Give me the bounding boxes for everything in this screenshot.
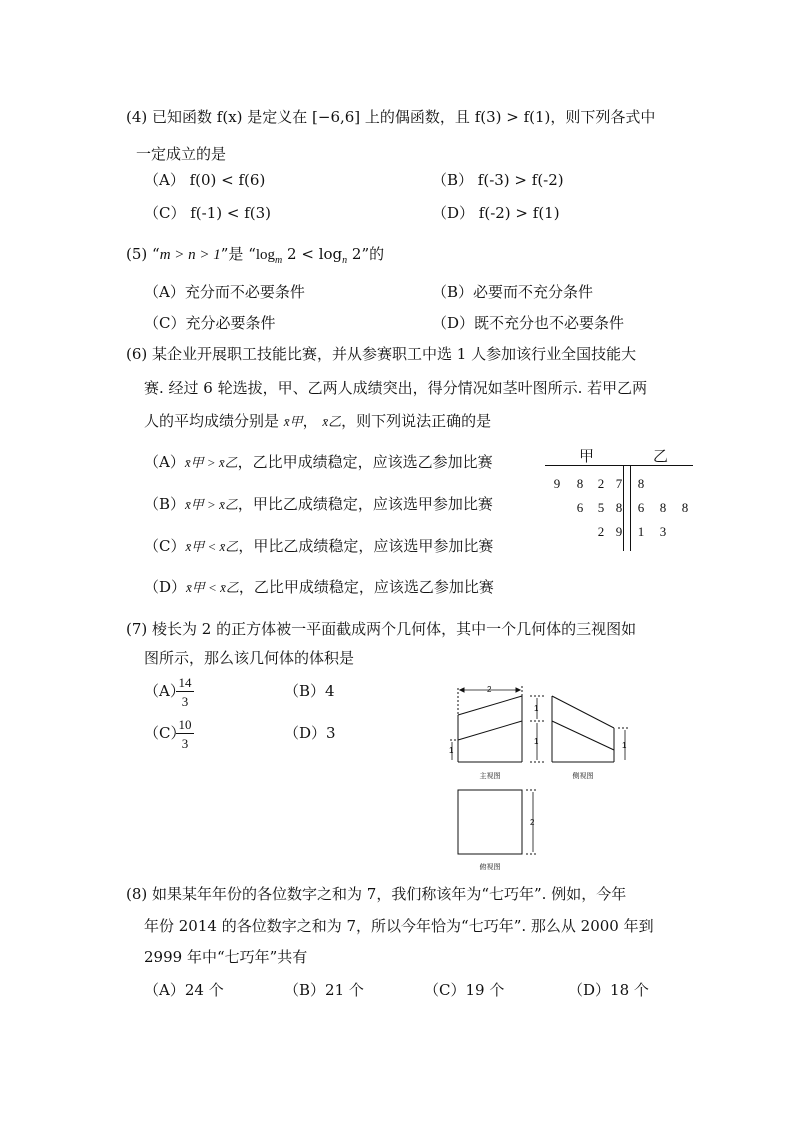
leaf-right-r2-c1: 6 [637,500,645,515]
q6-xbar-yi: x̄乙 [322,414,342,429]
three-views-figure [440,680,640,880]
q5-stem-h: 2”的 [347,245,385,263]
q7-line2: 图所示，那么该几何体的体积是 [144,649,355,667]
stem-leaf-head-jia: 甲 [579,447,595,465]
front-dim-right-lower: 1 [534,737,539,746]
side-view-caption: 侧视图 [572,772,594,780]
q5-option-d: （D）既不充分也不必要条件 [432,314,625,332]
q4-option-b: （B） f(-3) > f(-2) [432,171,564,189]
q7-option-a-label: （A） [144,682,185,700]
front-dim-right-upper: 1 [534,704,539,713]
stem-r2: 8 [615,500,623,515]
top-view [458,790,538,854]
q7-option-a-fraction [176,676,194,708]
q5-stem-e: m [275,255,283,266]
q6-line3-a: 人的平均成绩分别是 [144,412,280,430]
q5-stem-g: n [342,255,348,266]
q6-option-a-relation: x̄甲 > x̄乙 [184,455,238,470]
q6-option-c [144,539,493,554]
q5-stem-f: 2 < log [282,245,343,263]
q6-line2: 赛. 经过 6 轮选拔，甲、乙两人成绩突出，得分情况如茎叶图所示. 若甲乙两 [144,379,648,397]
leaf-right-r2-c3: 8 [681,500,689,515]
q6-option-c-text: ，甲比乙成绩稳定，应该选甲参加比赛 [238,537,494,555]
q8-line3: 2999 年中“七巧年”共有 [144,948,308,966]
q8-line1: (8) 如果某年年份的各位数字之和为 7，我们称该年为“七巧年”. 例如，今年 [126,885,627,903]
q6-option-b-label: （B） [144,495,186,513]
q7-option-d: （D）3 [284,724,336,742]
stem-leaf-divider-right [630,465,631,551]
q4-stem-line1: (4) 已知函数 f(x) 是定义在 [−6,6] 上的偶函数，且 f(3) > f(1)，则下列各式中 [126,108,656,126]
q5-stem-d: log [255,247,276,263]
q4-stem-line2: 一定成立的是 [136,145,227,163]
q6-option-b-text: ，甲比乙成绩稳定，应该选甲参加比赛 [237,495,493,513]
leaf-right-r3-c1: 1 [637,524,645,539]
side-dim: 1 [622,741,627,750]
front-view [450,686,544,762]
q5-option-a: （A）充分而不必要条件 [144,283,305,301]
q6-option-a [144,455,493,470]
leaf-right-r2-c2: 8 [659,500,667,515]
q5-option-b: （B）必要而不充分条件 [432,283,594,301]
top-dim: 2 [530,818,535,827]
front-dim-top: 2 [487,685,492,694]
q6-option-b-relation: x̄甲 > x̄乙 [185,497,238,512]
stem-r3: 9 [615,524,623,539]
q5-stem-c: ”是 “ [220,245,256,263]
q8-option-c: （C）19 个 [424,981,505,999]
leaf-left-r3-c1: 2 [597,524,605,539]
q6-option-d-label: （D） [144,578,187,596]
front-dim-left: 1 [449,746,454,755]
q6-option-a-text: ，乙比甲成绩稳定，应该选乙参加比赛 [237,453,493,471]
stem-r1: 7 [615,476,623,491]
q8-option-a: （A）24 个 [144,981,224,999]
q4-option-a: （A） f(0) < f(6) [144,171,266,189]
leaf-left-r1-c2: 8 [576,476,584,491]
q7-option-a-den: 3 [181,694,189,709]
q7-option-a-num: 14 [176,676,194,692]
top-view-caption: 俯视图 [479,863,501,871]
q7-option-c-label: （C） [144,724,186,742]
q8-option-d: （D）18 个 [568,981,649,999]
q6-line3-c: ，则下列说法正确的是 [341,412,492,430]
q6-option-a-label: （A） [144,453,185,471]
q8-option-b: （B）21 个 [284,981,364,999]
q7-option-c-num: 10 [176,718,194,734]
stem-leaf-plot [545,446,695,552]
q5-option-c: （C）充分必要条件 [144,314,276,332]
leaf-right-r1-c1: 8 [637,476,645,491]
q7-option-b: （B）4 [284,682,335,700]
q6-option-d-text: ，乙比甲成绩稳定，应该选乙参加比赛 [238,578,494,596]
stem-leaf-head-line [545,465,693,466]
q5-stem [126,247,384,266]
q7-option-c-den: 3 [181,736,189,751]
q6-option-d-relation: x̄甲 < x̄乙 [186,580,239,595]
leaf-left-r2-c2: 5 [597,500,605,515]
q5-stem-a: (5) “ [126,245,160,263]
q6-option-c-label: （C） [144,537,186,555]
q4-option-c: （C） f(-1) < f(3) [144,204,272,222]
q6-option-d [144,580,494,595]
leaf-left-r1-c1: 9 [553,476,561,491]
leaf-left-r2-c1: 6 [576,500,584,515]
side-view [552,696,630,762]
q6-xbar-jia: x̄甲 [283,414,303,429]
q4-option-d: （D） f(-2) > f(1) [432,204,560,222]
q6-line1: (6) 某企业开展职工技能比赛，并从参赛职工中选 1 人参加该行业全国技能大 [126,345,637,363]
leaf-left-r1-c3: 2 [597,476,605,491]
q6-line3 [144,414,491,429]
q7-option-c-fraction [176,718,194,750]
q6-line3-b: ， [302,412,318,430]
q6-option-b [144,497,493,512]
q7-line1: (7) 棱长为 2 的正方体被一平面截成两个几何体，其中一个几何体的三视图如 [126,620,637,638]
front-view-caption: 主视图 [479,772,501,780]
q8-line2: 年份 2014 的各位数字之和为 7，所以今年恰为“七巧年”. 那么从 2000 年到 [144,917,654,935]
q5-stem-b: m > n > 1 [159,247,221,263]
stem-leaf-head-yi: 乙 [653,447,669,465]
leaf-right-r3-c2: 3 [659,524,667,539]
q6-option-c-relation: x̄甲 < x̄乙 [185,539,239,554]
